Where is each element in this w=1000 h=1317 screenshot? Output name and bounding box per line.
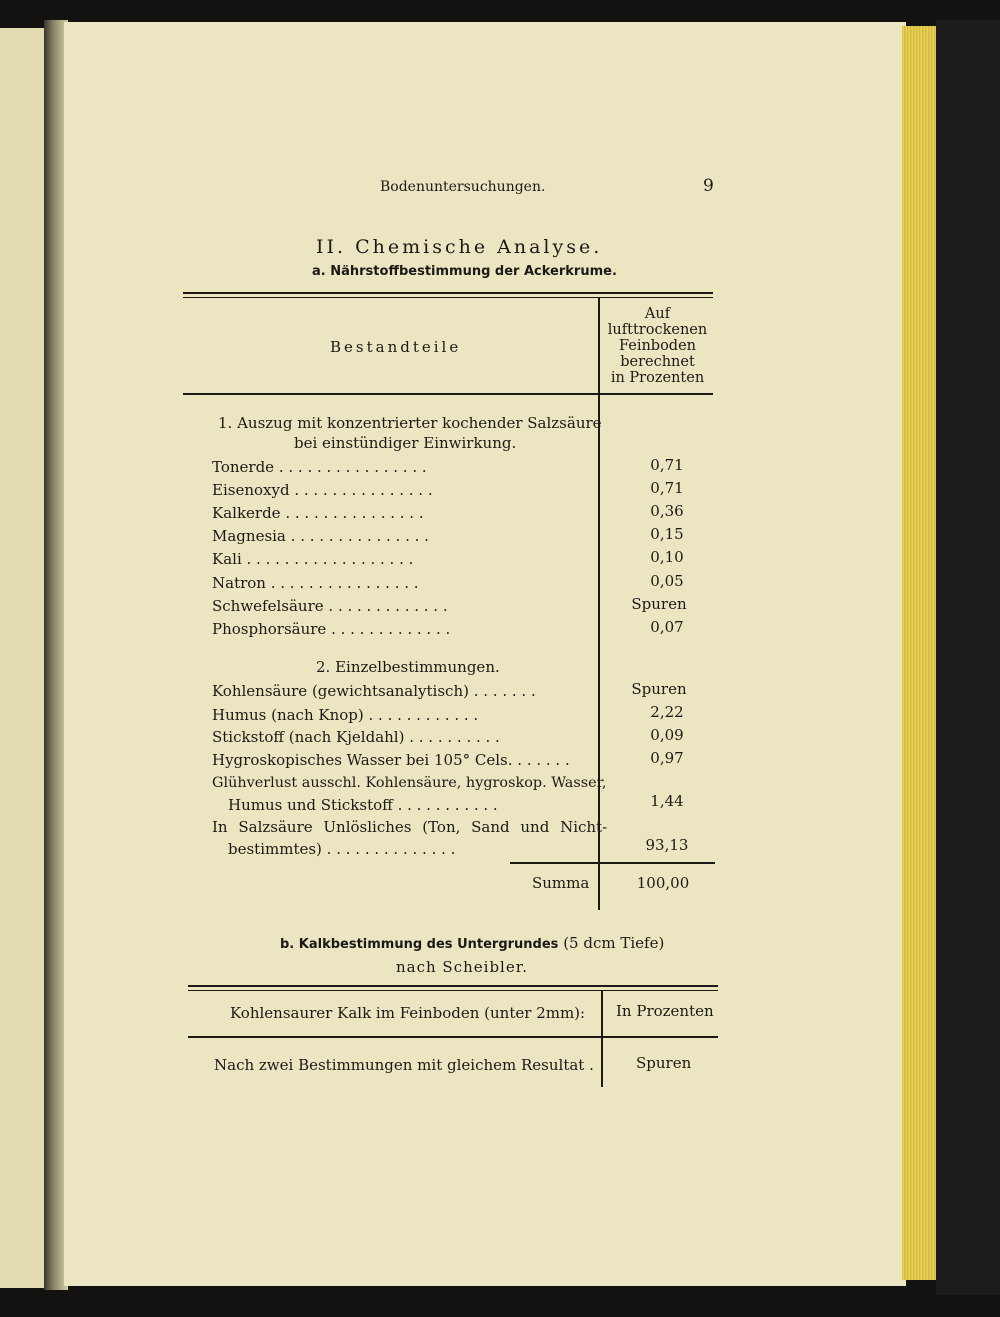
table-row-label: Natron . . . . . . . . . . . . . . . .: [212, 574, 419, 592]
table-b-heading-rest: (5 dcm Tiefe): [563, 934, 665, 952]
table-row-label: Kalkerde . . . . . . . . . . . . . . .: [212, 504, 424, 522]
table-b-heading-line2: nach Scheibler.: [396, 958, 529, 976]
unloesliches-line1: In Salzsäure Unlösliches (Ton, Sand und Nicht-: [212, 818, 608, 836]
table-b-top-rule: [188, 985, 718, 987]
group1-title-line2: bei einstündiger Einwirkung.: [294, 434, 517, 452]
table-row-value: 0,09: [650, 726, 684, 744]
column-header-line: Feinboden: [618, 338, 697, 354]
table-row-label: Humus (nach Knop) . . . . . . . . . . . .: [212, 706, 479, 724]
table-b-heading: [280, 936, 664, 951]
row-label: Eisenoxyd: [212, 481, 290, 499]
gluehverlust-line2: Humus und Stickstoff . . . . . . . . . . .: [228, 796, 498, 814]
section-title: II. Chemische Analyse.: [316, 236, 603, 258]
row-label: Nach zwei Bestimmungen mit gleichem Resultat: [214, 1056, 585, 1074]
group2-title: 2. Einzelbestimmungen.: [316, 658, 500, 676]
table-b-top-rule-thin: [188, 990, 718, 991]
table-row-value: 0,36: [650, 502, 684, 520]
page-number: 9: [703, 176, 714, 196]
table-b-column-divider: [601, 991, 603, 1087]
table-row-label: Phosphorsäure . . . . . . . . . . . . .: [212, 620, 451, 638]
table-row-label: Eisenoxyd . . . . . . . . . . . . . . .: [212, 481, 433, 499]
table-row-value: 0,97: [650, 749, 684, 767]
table-row-value: Spuren: [631, 595, 687, 613]
row-label: Kohlensäure (gewichtsanalytisch): [212, 682, 469, 700]
column-header-bestandteile: Bestandteile: [330, 338, 462, 356]
table-a-top-rule-thin: [183, 297, 713, 298]
table-row-value: 0,15: [650, 525, 684, 543]
row-label: bestimmtes): [228, 840, 322, 858]
row-label: Phosphorsäure: [212, 620, 327, 638]
table-a-heading: a. Nährstoffbestimmung der Ackerkrume.: [312, 264, 617, 279]
page-edges: [902, 26, 936, 1280]
table-b-row-left: Nach zwei Bestimmungen mit gleichem Resultat .: [214, 1056, 594, 1074]
table-row-label: Stickstoff (nach Kjeldahl) . . . . . . . . . .: [212, 728, 500, 746]
gluehverlust-line1: Glühverlust ausschl. Kohlensäure, hygroskop. Wasser,: [212, 775, 607, 791]
row-label: Natron: [212, 574, 266, 592]
book-cover-edge: [936, 20, 1000, 1295]
table-row-label: Schwefelsäure . . . . . . . . . . . . .: [212, 597, 448, 615]
running-title: Bodenuntersuchungen.: [380, 179, 546, 195]
table-row-value: 0,71: [650, 456, 684, 474]
table-row-label: Hygroskopisches Wasser bei 105° Cels. . . . . . .: [212, 751, 570, 769]
column-header-prozenten: [600, 306, 715, 386]
table-row-value: 0,05: [650, 572, 684, 590]
unloesliches-line2: bestimmtes) . . . . . . . . . . . . . .: [228, 840, 456, 858]
table-b-heading-bold: b. Kalkbestimmung des Untergrundes: [280, 937, 559, 952]
table-b-row-right: Spuren: [636, 1054, 692, 1072]
row-label: Hygroskopisches Wasser bei 105° Cels.: [212, 751, 513, 769]
summa-value: 100,00: [636, 874, 690, 892]
table-b-header-rule: [188, 1036, 718, 1038]
row-label: Kali: [212, 550, 242, 568]
column-header-line: in Prozenten: [610, 370, 705, 386]
row-label: Stickstoff (nach Kjeldahl): [212, 728, 405, 746]
table-row-value: Spuren: [631, 680, 687, 698]
table-b-header-left: Kohlensaurer Kalk im Feinboden (unter 2mm):: [230, 1004, 586, 1022]
summa-label: Summa: [532, 874, 590, 892]
group1-title-line1: 1. Auszug mit konzentrierter kochender Salzsäure: [218, 414, 602, 432]
table-row-value: 1,44: [650, 792, 684, 810]
table-row-value: 2,22: [650, 703, 684, 721]
row-label: Humus (nach Knop): [212, 706, 364, 724]
row-label: Humus und Stickstoff: [228, 796, 393, 814]
column-header-line: Auf: [644, 306, 671, 322]
table-row-label: Kali . . . . . . . . . . . . . . . . . .: [212, 550, 414, 568]
table-row-label: Tonerde . . . . . . . . . . . . . . . .: [212, 458, 427, 476]
row-label: Magnesia: [212, 527, 286, 545]
row-label: Tonerde: [212, 458, 275, 476]
table-a-top-rule: [183, 292, 713, 294]
row-label: Kalkerde: [212, 504, 281, 522]
column-header-line: berechnet: [620, 354, 695, 370]
table-a-header-rule: [183, 393, 713, 395]
book-page: [64, 22, 906, 1286]
table-row-label: Kohlensäure (gewichtsanalytisch) . . . . . . .: [212, 682, 536, 700]
summa-rule: [510, 862, 715, 864]
table-row-value: 93,13: [645, 836, 689, 854]
row-label: Schwefelsäure: [212, 597, 324, 615]
table-row-value: 0,07: [650, 618, 684, 636]
table-row-value: 0,10: [650, 548, 684, 566]
table-row-value: 0,71: [650, 479, 684, 497]
column-header-line: lufttrockenen: [607, 322, 708, 338]
table-row-label: Magnesia . . . . . . . . . . . . . . .: [212, 527, 429, 545]
left-page-edge: [0, 28, 48, 1288]
table-b-header-right: In Prozenten: [616, 1002, 714, 1020]
